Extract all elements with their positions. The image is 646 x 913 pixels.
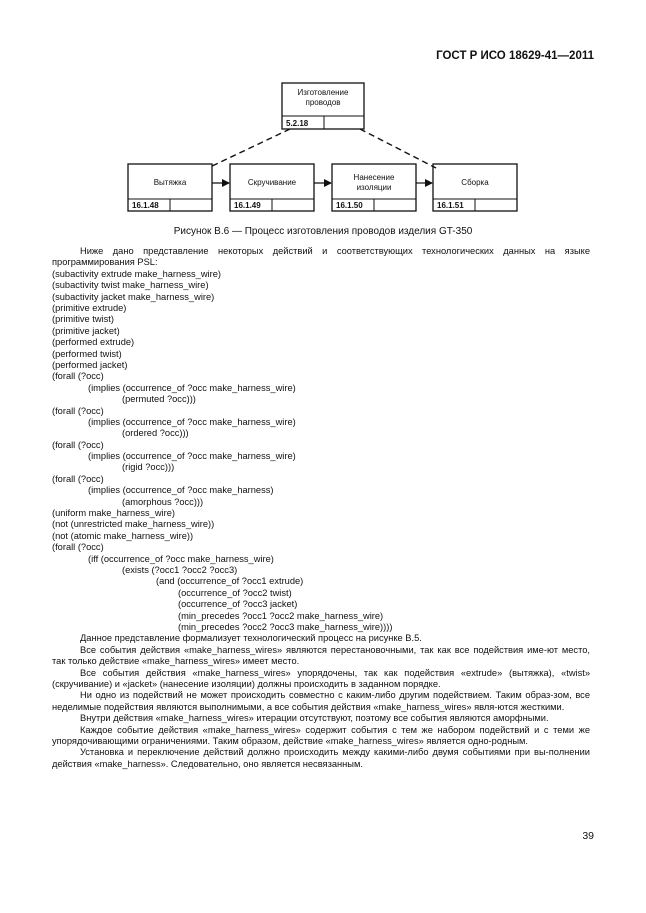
document-header: ГОСТ Р ИСО 18629-41—2011 [436,50,594,62]
box-assembly [433,164,517,211]
code-line: (forall (?occ) [52,405,104,416]
code-line: (forall (?occ) [52,371,104,382]
figure-caption: Рисунок В.6 — Процесс изготовления проводов изделия GT-350 [173,226,473,237]
code-line: (implies (occurrence_of ?occ make_harness_wire) [88,382,296,393]
code-line: (implies (occurrence_of ?occ make_harness) [88,485,274,496]
body-paragraph: Установка и переключение действий должно происходить между какими-либо двумя событиями при вы-полнении действия «make_harness». Следовательно, оно является несвязанным. [52,747,590,769]
code-line: (subactivity jacket make_harness_wire) [52,291,215,302]
box-ref: 16.1.50 [336,201,363,210]
body-paragraph: Ни одно из подействий не может происходить совместно с каким-либо другим подействием. Таким образ-зом, все неделимые подействия являются выполнимыми, а все события действия «make_harness_wires» явля-ются жесткими. [52,690,590,712]
box-title-line: изоляции [356,183,392,192]
code-line: (implies (occurrence_of ?occ make_harness_wire) [88,451,296,462]
psl-code-block [52,269,590,634]
box-title-line: Изготовление [297,88,349,97]
intro-paragraph: Ниже дано представление некоторых действий и соответствующих технологических данных на языке программирования PSL: [52,246,590,268]
code-line: (subactivity extrude make_harness_wire) [52,268,221,279]
code-line: (subactivity twist make_harness_wire) [52,280,209,291]
code-line: (performed twist) [52,348,122,359]
box-title-line: Скручивание [247,178,297,187]
code-line: (performed jacket) [52,359,128,370]
code-line: (min_precedes ?occ2 ?occ3 make_harness_wire)))) [178,621,393,632]
body-paragraph: Данное представление формализует технологический процесс на рисунке В.5. [80,633,422,644]
code-line: (occurrence_of ?occ2 twist) [178,587,292,598]
box-ref: 16.1.51 [437,201,464,210]
box-title-line: проводов [305,98,341,107]
box-jacket [332,164,416,211]
code-line: (occurrence_of ?occ3 jacket) [178,599,298,610]
body-paragraph: Внутри действия «make_harness_wires» итерации отсутствуют, поэтому все события являются аморфными. [80,713,549,724]
code-line: (primitive twist) [52,314,114,325]
page-number: 39 [582,830,594,842]
explanation-paragraphs [52,633,590,770]
code-line: (implies (occurrence_of ?occ make_harness_wire) [88,416,296,427]
code-line: (amorphous ?occ))) [122,496,204,507]
code-line: (rigid ?occ))) [122,462,175,473]
box-twist [230,164,314,211]
code-line: (forall (?occ) [52,542,104,553]
process-diagram [0,0,646,225]
document-body [52,246,590,770]
code-line: (min_precedes ?occ1 ?occ2 make_harness_wire) [178,610,384,621]
code-line: (primitive extrude) [52,302,127,313]
code-line: (forall (?occ) [52,473,104,484]
decomposition-line-left [210,129,290,167]
code-line: (uniform make_harness_wire) [52,508,175,519]
code-line: (iff (occurrence_of ?occ make_harness_wire) [88,553,274,564]
code-line: (ordered ?occ))) [122,428,189,439]
box-title-line: Вытяжка [153,178,187,187]
body-paragraph: Каждое событие действия «make_harness_wires» содержит события с тем же набором подействий и с теми же упорядочивающими ограничениями. Таким образом, действие «make_harness_wires» является одно-родным. [52,724,590,746]
body-paragraph: Все события действия «make_harness_wires» являются перестановочными, так как все подействия име-ют место, так только действие «make_harness_wires» имеет место. [52,644,590,667]
decomposition-line-right [360,129,436,168]
box-ref: 16.1.49 [234,201,261,210]
code-line: (performed extrude) [52,337,135,348]
code-line: (not (atomic make_harness_wire)) [52,530,194,541]
box-extrude [128,164,212,211]
box-ref: 5.2.18 [286,119,309,128]
code-line: (forall (?occ) [52,439,104,450]
box-ref: 16.1.48 [132,201,159,210]
box-title-line: Нанесение [353,173,395,182]
code-line: (primitive jacket) [52,325,120,336]
box-title-line: Сборка [461,178,489,187]
box-wire-manufacturing [282,83,364,129]
code-line: (not (unrestricted make_harness_wire)) [52,519,215,530]
code-line: (permuted ?occ))) [122,394,196,405]
body-paragraph: Все события действия «make_harness_wires» упорядочены, так как подействия «extrude» (вытяжка), «twist» (скручивание) и «jacket» (нанесение изоляции) должны происходить в заданном порядке. [52,667,590,689]
code-line: (exists (?occ1 ?occ2 ?occ3) [122,564,238,575]
code-line: (and (occurrence_of ?occ1 extrude) [156,576,304,587]
